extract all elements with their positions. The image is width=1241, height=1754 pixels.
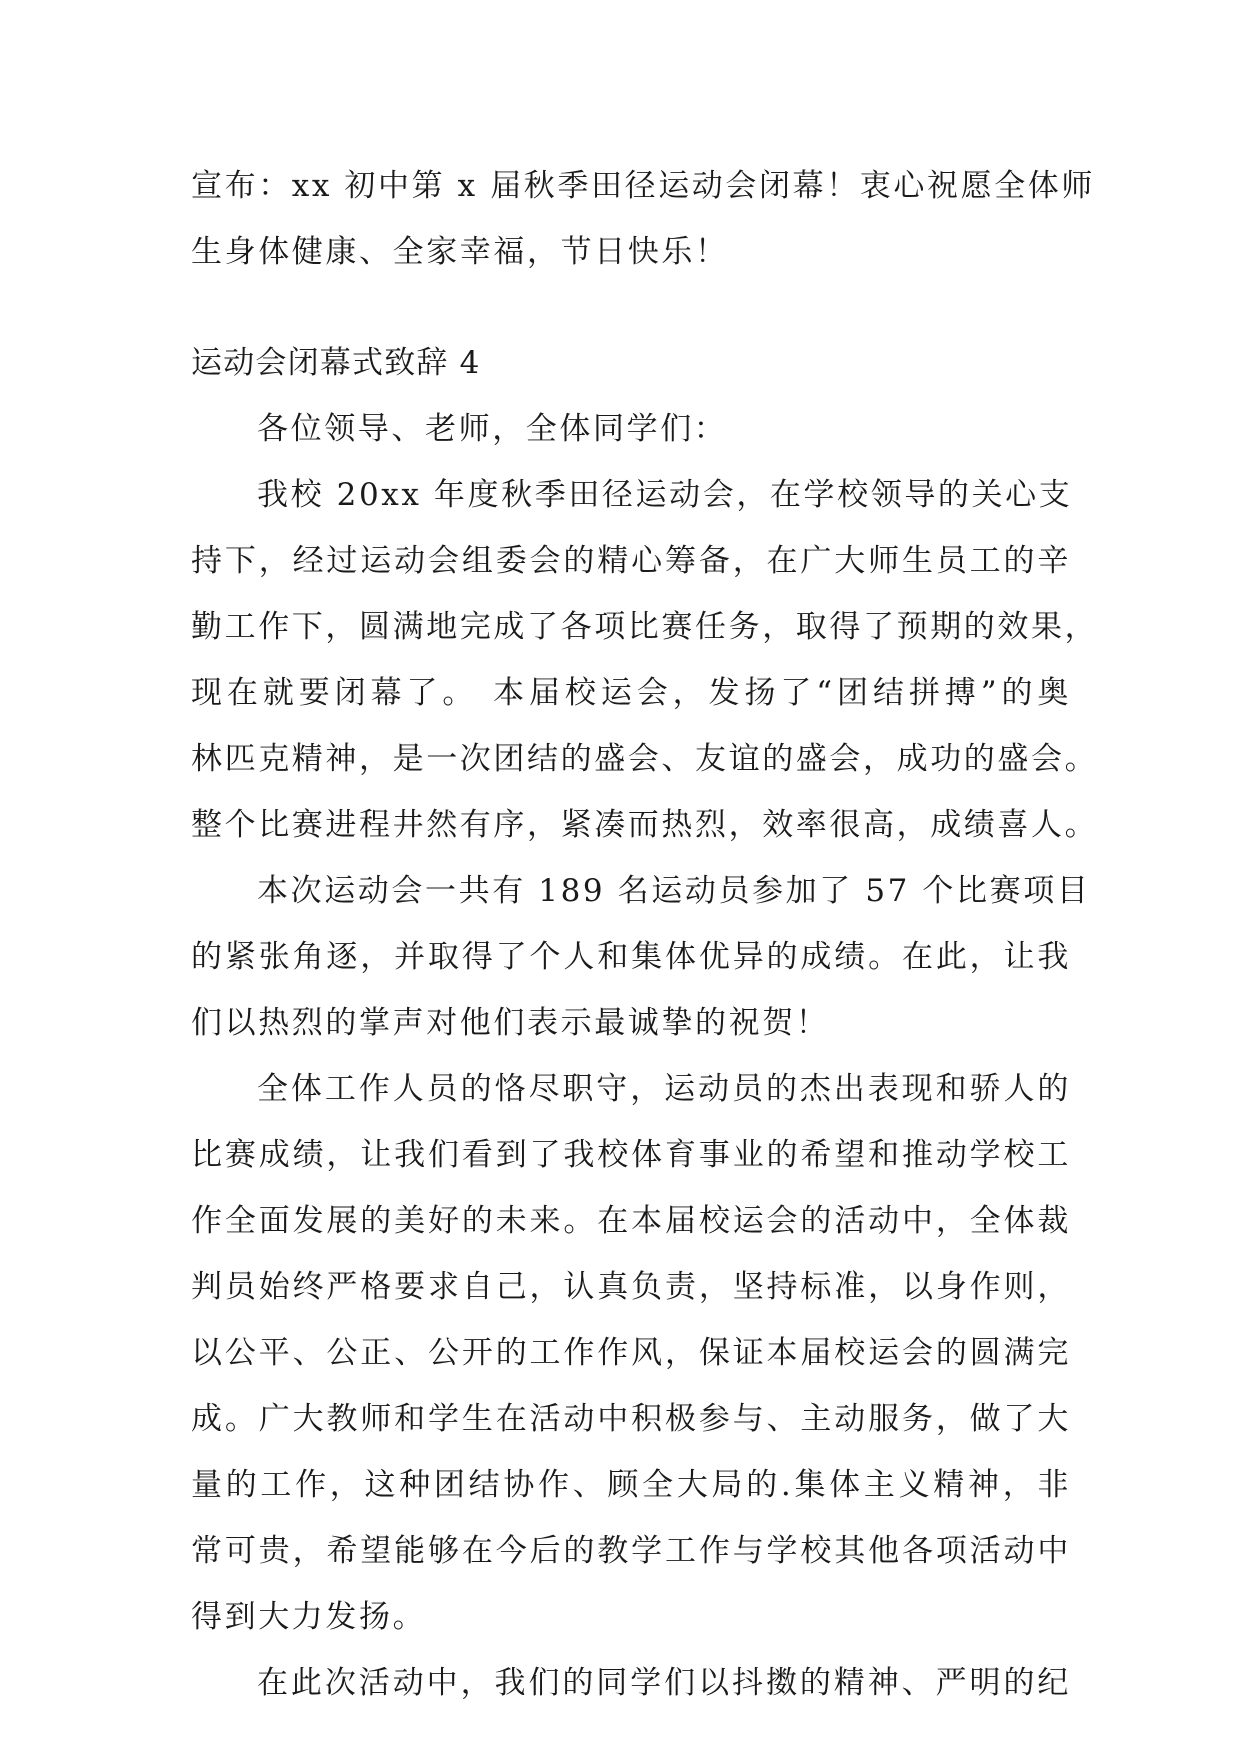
section-title: 运动会闭幕式致辞 4 [191,345,481,381]
text-line: 成。广大教师和学生在活动中积极参与、主动服务，做了大 [191,1401,1071,1437]
text-line: 持下，经过运动会组委会的精心筹备，在广大师生员工的辛 [191,543,1071,579]
salutation: 各位领导、老师，全体同学们： [257,411,728,447]
text-line: 现在就要闭幕了。 本届校运会，发扬了“团结拼搏”的奥 [191,675,1071,711]
text-line: 判员始终严格要求自己，认真负责，坚持标准，以身作则， [191,1269,1071,1305]
text-line: 量的工作，这种团结协作、顾全大局的.集体主义精神，非 [191,1467,1071,1503]
text-line: 全体工作人员的恪尽职守，运动员的杰出表现和骄人的 [257,1071,1071,1107]
text-line: 勤工作下，圆满地完成了各项比赛任务，取得了预期的效果， [191,609,1099,645]
text-line: 作全面发展的美好的未来。在本届校运会的活动中，全体裁 [191,1203,1071,1239]
text-line: 以公平、公正、公开的工作作风，保证本届校运会的圆满完 [191,1335,1071,1371]
text-line: 在此次活动中，我们的同学们以抖擞的精神、严明的纪 [257,1665,1071,1701]
text-line: 整个比赛进程井然有序，紧凑而热烈，效率很高，成绩喜人。 [191,807,1099,843]
text-line: 们以热烈的掌声对他们表示最诚挚的祝贺！ [191,1005,830,1041]
text-line: 本次运动会一共有 189 名运动员参加了 57 个比赛项目 [257,873,1091,909]
text-line: 的紧张角逐，并取得了个人和集体优异的成绩。在此，让我 [191,939,1071,975]
text-line: 比赛成绩，让我们看到了我校体育事业的希望和推动学校工 [191,1137,1071,1173]
text-line: 常可贵，希望能够在今后的教学工作与学校其他各项活动中 [191,1533,1071,1569]
text-line: 得到大力发扬。 [191,1599,427,1635]
text-line: 林匹克精神，是一次团结的盛会、友谊的盛会，成功的盛会。 [191,741,1099,777]
text-line: 我校 20xx 年度秋季田径运动会，在学校领导的关心支 [257,477,1073,513]
text-line: 生身体健康、全家幸福，节日快乐！ [191,234,729,270]
text-line: 宣布：xx 初中第 x 届秋季田径运动会闭幕！衷心祝愿全体师 [191,168,1096,204]
